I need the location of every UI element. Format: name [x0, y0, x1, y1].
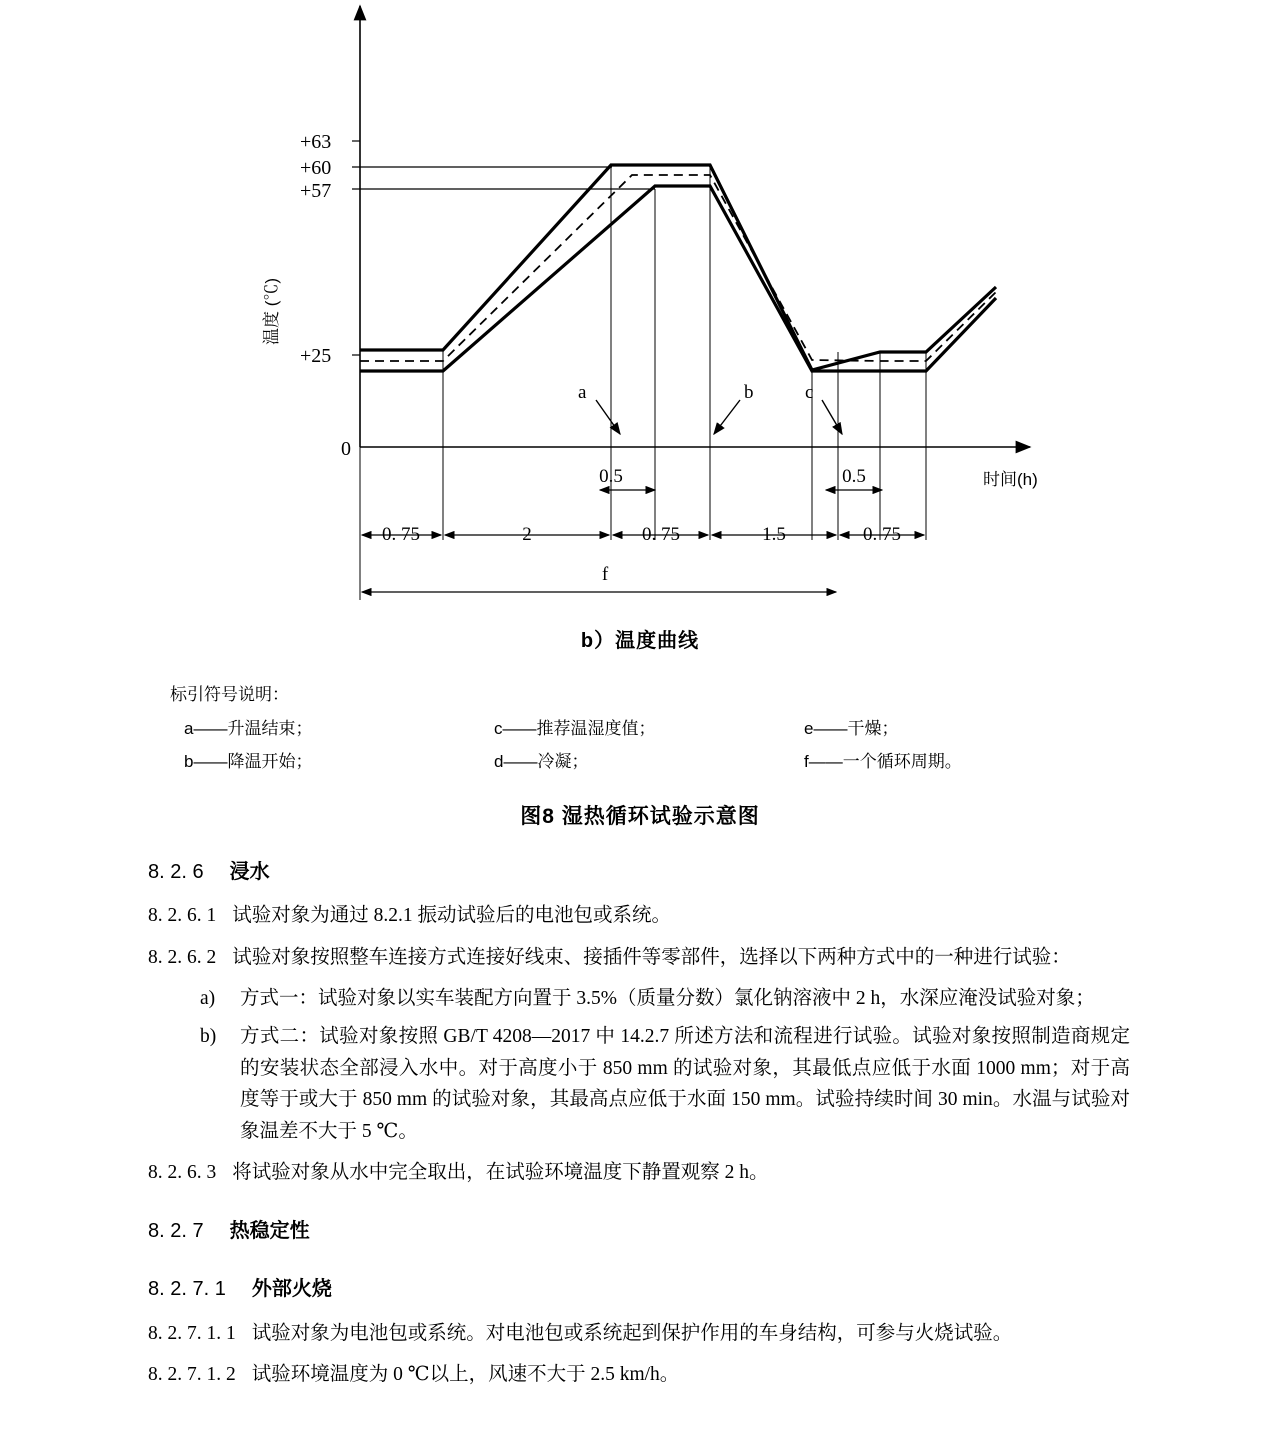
key-item-e: e——干燥； — [804, 719, 899, 739]
heading-8-2-7-1-text: 外部火烧 — [251, 1278, 332, 1301]
key-item-c: c——推荐温湿度值； — [494, 719, 656, 739]
paragraph-8-2-6-2 — [148, 942, 1130, 974]
y-tick-57: +57 — [300, 180, 332, 202]
heading-8-2-7-number: 8. 2. 7 — [148, 1219, 204, 1242]
paragraph-8-2-7-1-1-number: 8. 2. 7. 1. 1 — [148, 1322, 236, 1344]
dim-0-75-3: 0. 75 — [863, 524, 901, 545]
heading-8-2-7-1 — [148, 1273, 1130, 1305]
paragraph-8-2-7-1-2 — [148, 1359, 1130, 1391]
dim-2: 2 — [522, 524, 532, 545]
paragraph-8-2-7-1-2-text: 试验环境温度为 0 ℃以上，风速不大于 2.5 km/h。 — [251, 1364, 680, 1386]
marker-a: a — [578, 382, 587, 403]
y-axis-label: 温度 (℃) — [262, 277, 281, 345]
key-item-b: b——降温开始； — [184, 751, 313, 771]
heading-8-2-7 — [148, 1215, 1130, 1247]
paragraph-8-2-6-1-text: 试验对象为通过 8.2.1 振动试验后的电池包或系统。 — [232, 905, 672, 927]
heading-8-2-6-number: 8. 2. 6 — [148, 860, 204, 883]
key-row — [170, 746, 1280, 778]
list-item-b — [148, 1021, 1130, 1147]
y-tick-0: 0 — [341, 438, 351, 460]
figure-title: 图8 湿热循环试验示意图 — [520, 804, 760, 828]
dim-0-75-2: 0. 75 — [642, 524, 680, 545]
marker-b: b — [744, 382, 754, 403]
dim-top-left-0-5: 0.5 — [599, 466, 623, 487]
paragraph-8-2-6-1 — [148, 900, 1130, 932]
paragraph-8-2-7-1-1-text: 试验对象为电池包或系统。对电池包或系统起到保护作用的车身结构，可参与火烧试验。 — [251, 1322, 1013, 1344]
paragraph-8-2-6-3-text: 将试验对象从水中完全取出，在试验环境温度下静置观察 2 h。 — [232, 1162, 769, 1184]
key-title: 标引符号说明： — [170, 685, 289, 704]
paragraph-8-2-7-1-1 — [148, 1318, 1130, 1350]
temperature-curve-figure — [0, 0, 1280, 620]
marker-c: c — [805, 382, 814, 403]
paragraph-8-2-6-3-number: 8. 2. 6. 3 — [148, 1162, 217, 1184]
list-item-a — [148, 983, 1130, 1015]
x-axis-label: 时间(h) — [983, 470, 1038, 489]
list-item-b-marker: b) — [200, 1026, 217, 1048]
heading-8-2-7-1-number: 8. 2. 7. 1 — [148, 1278, 226, 1301]
key-row — [170, 713, 1280, 745]
list-item-a-marker: a) — [200, 988, 216, 1010]
figure-subcaption: b）温度曲线 — [580, 630, 700, 652]
temperature-curve-svg — [0, 0, 1280, 620]
y-tick-25: +25 — [300, 345, 332, 367]
paragraph-8-2-6-1-number: 8. 2. 6. 1 — [148, 905, 217, 927]
y-tick-63: +63 — [300, 131, 332, 153]
dim-total-f: f — [601, 564, 609, 585]
key-item-f: f——一个循环周期。 — [804, 751, 962, 771]
dim-top-right-0-5: 0.5 — [842, 466, 866, 487]
list-item-b-text: 方式二：试验对象按照 GB/T 4208—2017 中 14.2.7 所述方法和流程进行试验。试验对象按照制造商规定的安装状态全部浸入水中。对于高度小于 850 mm 的试验对象，其最低点应低于水面 1000 mm；对于高度等于或大于 850 mm 的试验对象，其最高点应低于水面 150 mm。试验持续时间 30 min。水温与试验对象温差不大于 5 ℃。 — [240, 1026, 1130, 1142]
heading-8-2-6 — [148, 856, 1130, 888]
key-item-a: a——升温结束； — [184, 719, 313, 739]
heading-8-2-7-text: 热稳定性 — [229, 1219, 310, 1242]
y-tick-60: +60 — [300, 157, 332, 179]
heading-8-2-6-text: 浸水 — [229, 860, 270, 883]
dim-1-5: 1.5 — [762, 524, 786, 545]
paragraph-8-2-7-1-2-number: 8. 2. 7. 1. 2 — [148, 1364, 236, 1386]
key-item-d: d——冷凝； — [494, 751, 589, 771]
paragraph-8-2-6-2-number: 8. 2. 6. 2 — [148, 946, 217, 968]
paragraph-8-2-6-3 — [148, 1157, 1130, 1189]
list-item-a-text: 方式一：试验对象以实车装配方向置于 3.5%（质量分数）氯化钠溶液中 2 h，水深应淹没试验对象； — [240, 988, 1095, 1010]
paragraph-8-2-6-2-text: 试验对象按照整车连接方式连接好线束、接插件等零部件，选择以下两种方式中的一种进行试验： — [232, 946, 1071, 968]
figure-key — [0, 679, 1280, 778]
dim-0-75-1: 0. 75 — [382, 524, 420, 545]
document-content — [0, 856, 1280, 1391]
sub-list-8-2-6-2 — [148, 983, 1130, 1147]
